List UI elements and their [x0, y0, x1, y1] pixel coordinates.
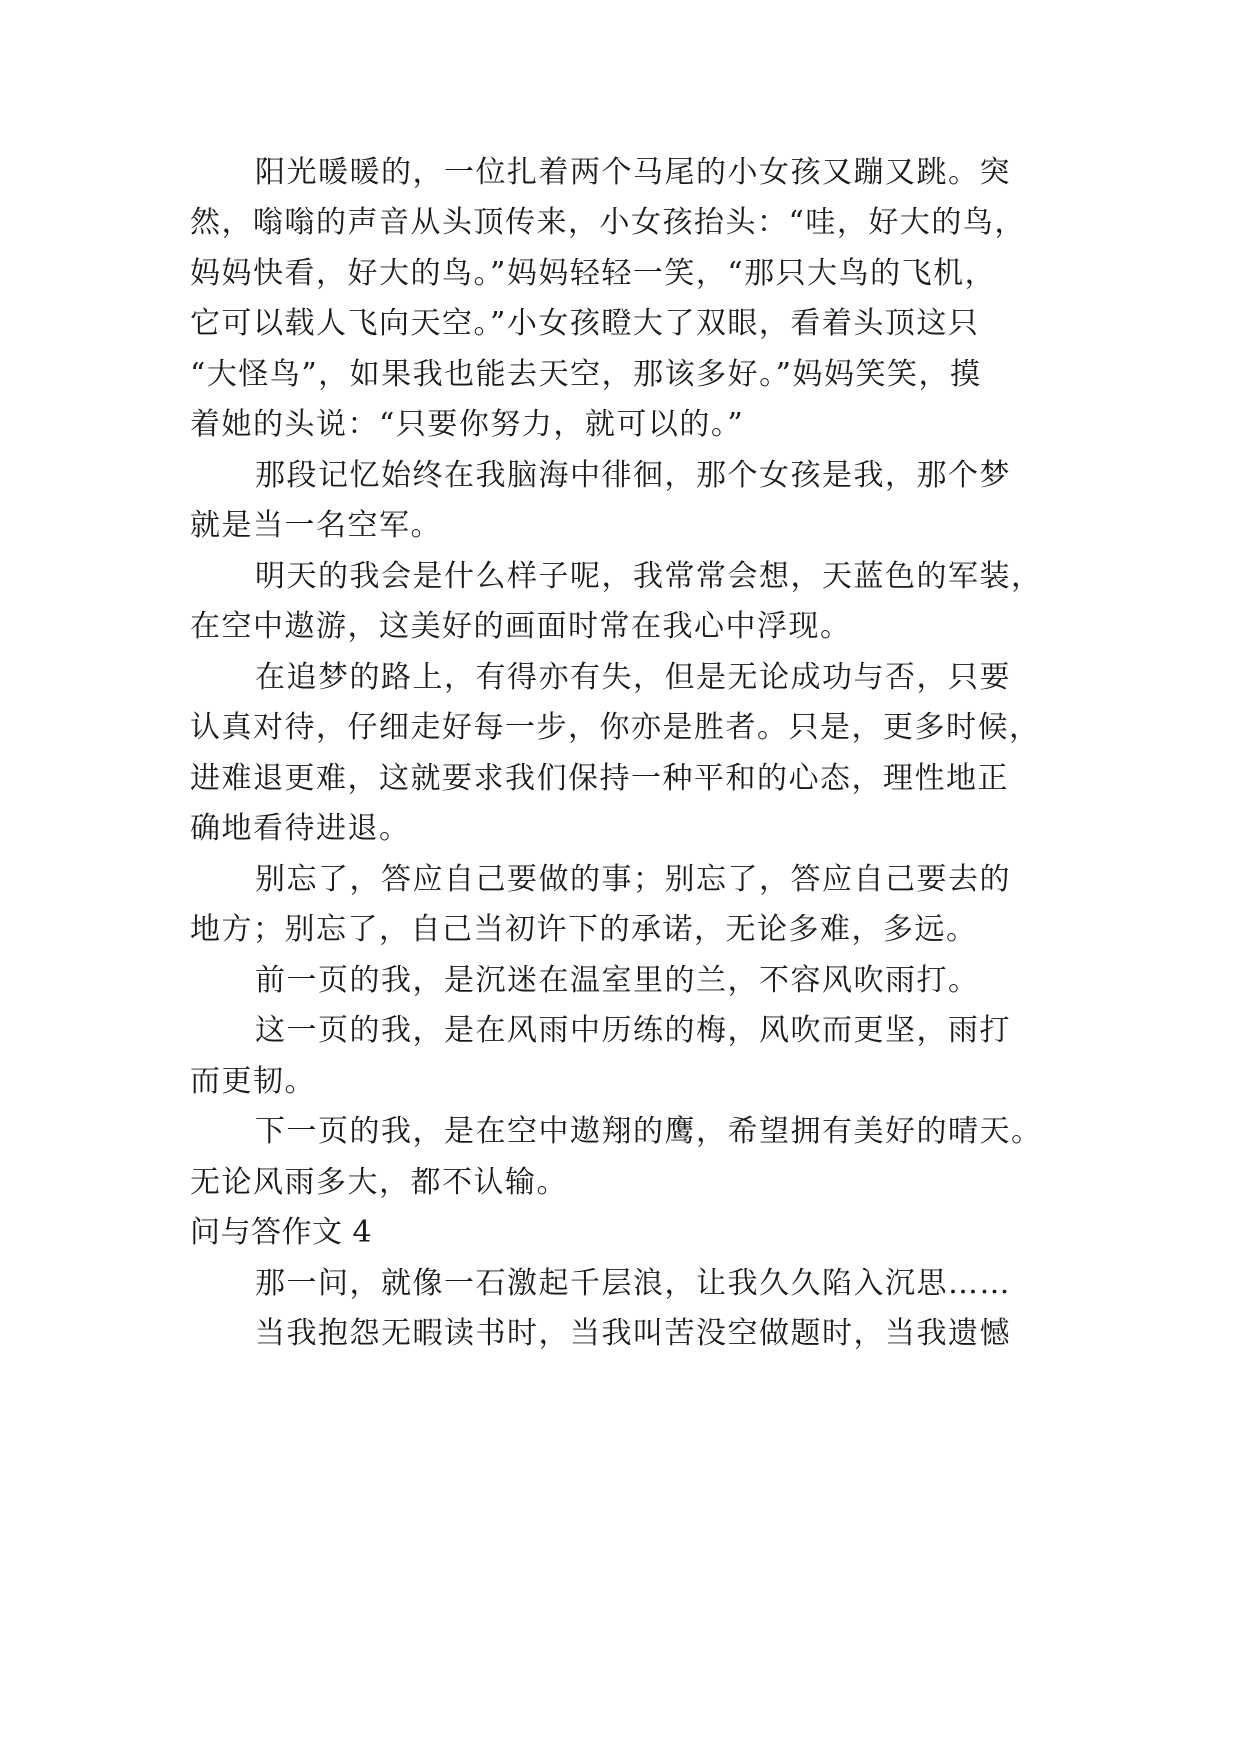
section-heading: 问与答作文 4 [190, 1215, 373, 1250]
paragraph-line: 妈妈快看，好大的鸟。”妈妈轻轻一笑，“那只大鸟的飞机， [190, 256, 997, 291]
paragraph-line: 明天的我会是什么样子呢，我常常会想，天蓝色的军装， [255, 559, 1043, 594]
paragraph-line: 就是当一名空军。 [190, 508, 442, 543]
paragraph-line: 无论风雨多大，都不认输。 [190, 1165, 568, 1200]
paragraph-line: 别忘了，答应自己要做的事；别忘了，答应自己要去的 [255, 862, 1011, 897]
paragraph-line: 前一页的我，是沉迷在温室里的兰，不容风吹雨打。 [255, 963, 980, 998]
paragraph-line: 它可以载人飞向天空。”小女孩瞪大了双眼，看着头顶这只 [190, 306, 980, 341]
paragraph-line: 那段记忆始终在我脑海中徘徊，那个女孩是我，那个梦 [255, 458, 1011, 493]
paragraph-line: 而更韧。 [190, 1064, 316, 1099]
paragraph-line: 下一页的我，是在空中遨翔的鹰，希望拥有美好的晴天。 [255, 1114, 1043, 1149]
paragraph-line: 然，嗡嗡的声音从头顶传来，小女孩抬头：“哇，好大的鸟， [190, 205, 1026, 240]
paragraph-line: 地方；别忘了，自己当初许下的承诺，无论多难，多远。 [190, 912, 978, 947]
paragraph-line: 在空中遨游，这美好的画面时常在我心中浮现。 [190, 609, 852, 644]
paragraph-line: “大怪鸟”，如果我也能去天空，那该多好。”妈妈笑笑，摸 [190, 357, 982, 392]
paragraph-line: 当我抱怨无暇读书时，当我叫苦没空做题时，当我遗憾 [255, 1316, 1011, 1351]
paragraph-line: 在追梦的路上，有得亦有失，但是无论成功与否，只要 [255, 660, 1011, 695]
paragraph-line: 阳光暖暖的，一位扎着两个马尾的小女孩又蹦又跳。突 [255, 155, 1011, 190]
paragraph-line: 着她的头说：“只要你努力，就可以的。” [190, 407, 745, 442]
paragraph-line: 确地看待进退。 [190, 811, 411, 846]
paragraph-line: 进难退更难，这就要求我们保持一种平和的心态，理性地正 [190, 761, 1009, 796]
paragraph-line: 认真对待，仔细走好每一步，你亦是胜者。只是，更多时候， [190, 710, 1041, 745]
paragraph-line: 这一页的我，是在风雨中历练的梅，风吹而更坚，雨打 [255, 1013, 1011, 1048]
paragraph-line: 那一问，就像一石激起千层浪，让我久久陷入沉思…… [255, 1266, 1011, 1301]
